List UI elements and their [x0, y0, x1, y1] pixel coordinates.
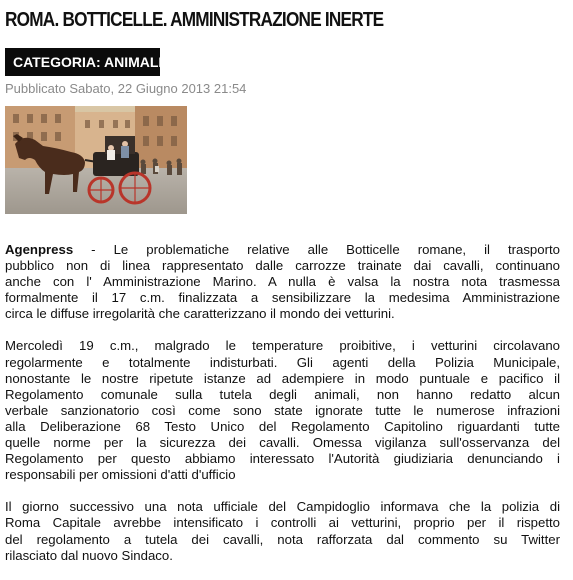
paragraph-line: Mercoledì 19 c.m., malgrado le temperature proibitive, i vetturini circolavano: [5, 338, 560, 354]
paragraph-line: quelle norme per la sicurezza dei cavalli. Omessa vigilanza sull'osservanza del: [5, 435, 560, 451]
article-paragraph-2: [5, 338, 560, 483]
paragraph-line: responsabili per omissioni d'atti d'ufficio: [5, 467, 236, 483]
article-paragraph-3: [5, 499, 560, 563]
article-title[interactable]: ROMA. BOTTICELLE. AMMINISTRAZIONE INERTE: [5, 9, 384, 31]
publish-date: Pubblicato Sabato, 22 Giugno 2013 21:54: [5, 81, 247, 96]
paragraph-line: anche con l' Amministrazione Marino. A nulla è valsa la nostra nota trasmessa: [5, 274, 560, 290]
article-photo: [5, 106, 187, 214]
article-paragraph-1: [5, 242, 560, 322]
source-label: Agenpress: [5, 242, 74, 257]
paragraph-line: regolarmente e totalmente indisturbati. Gli agenti della Polizia Municipale,: [5, 354, 560, 370]
paragraph-line: Regolamento comunale sulla tutela degli animali, non hanno redatto alcun: [5, 386, 560, 402]
category-badge[interactable]: CATEGORIA: ANIMALI: [5, 48, 160, 76]
paragraph-line: del regolamento a tutela dei cavalli, nota rafforzata dal commento su Twitter: [5, 531, 560, 547]
article-body: [5, 242, 560, 580]
paragraph-line: Agenpress - Le problematiche relative alle Botticelle romane, il trasporto: [5, 242, 560, 257]
paragraph-line: Roma Capitale avrebbe intensificato i controlli ai vetturini, proprio per il rispetto: [5, 515, 560, 531]
paragraph-line: nonostante le nostre ripetute istanze ad adempiere in modo puntuale e pacifico il: [5, 370, 560, 386]
paragraph-line: pubblico non di linea rappresentato dalle carrozze trainate dai cavalli, continuano: [5, 258, 560, 274]
paragraph-line: alla Deliberazione 68 Testo Unico del Regolamento Capitolino riguardanti tutte: [5, 418, 560, 434]
paragraph-line: formalmente il 17 c.m. finalizzata a sensibilizzare la medesima Amministrazione: [5, 290, 560, 306]
paragraph-line: rilasciato dal nuovo Sindaco.: [5, 547, 173, 563]
paragraph-line: Regolamento per questo abbiamo interessato l'Autorità giudiziaria denunciando i: [5, 451, 560, 467]
paragraph-line: circa le diffuse irregolarità che caratterizzano il mondo dei vetturini.: [5, 306, 395, 322]
paragraph-line: Il giorno successivo una nota ufficiale del Campidoglio informava che la polizia di: [5, 499, 560, 515]
paragraph-line: verbale sanzionatorio così come sono state ignorate tutte le numerose infrazioni: [5, 402, 560, 418]
